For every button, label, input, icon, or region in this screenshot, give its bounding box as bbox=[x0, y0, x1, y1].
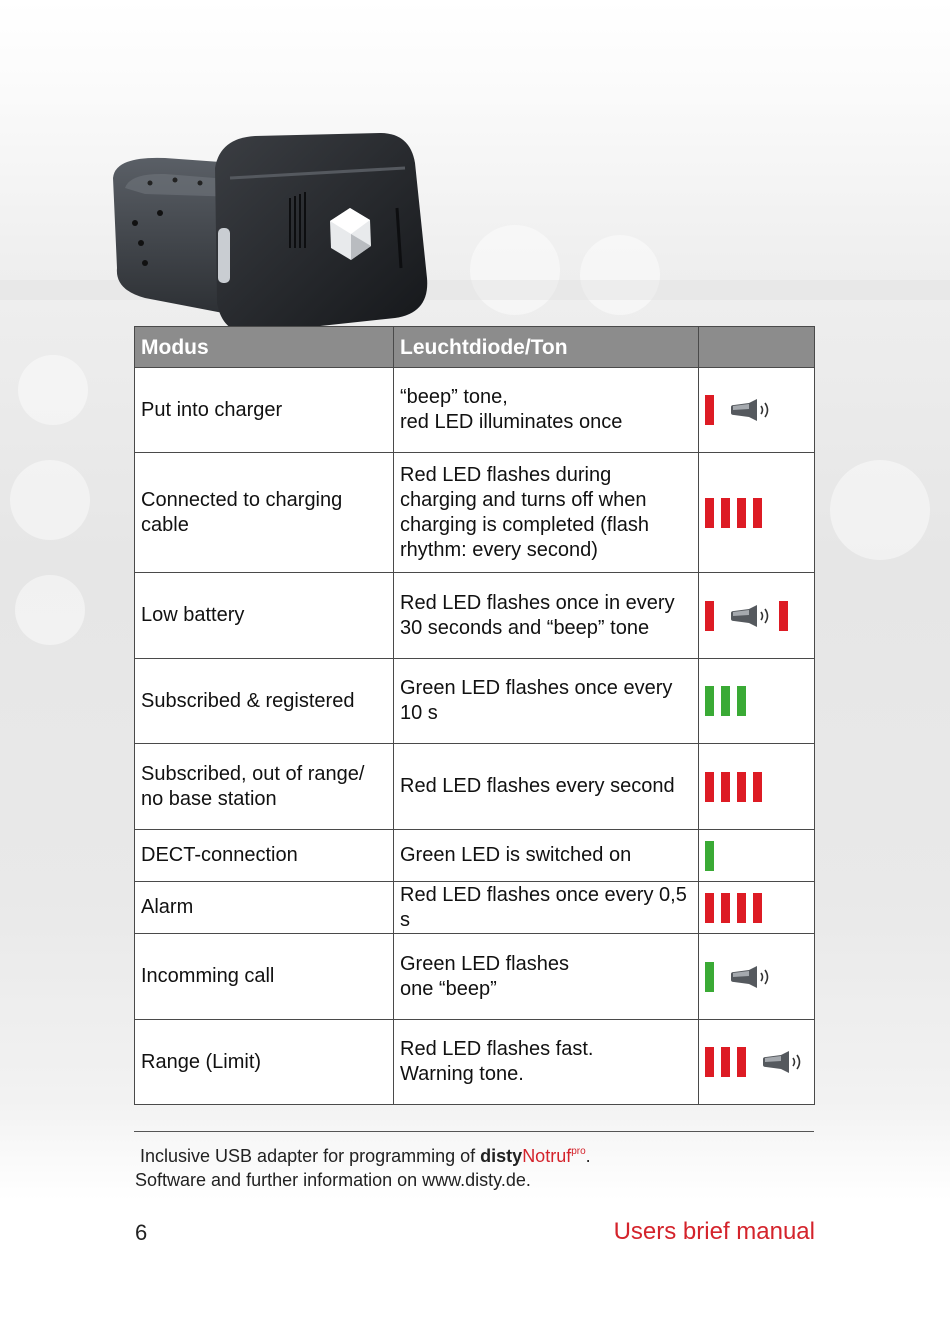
signal-cell bbox=[699, 1020, 815, 1105]
brand-notruf: Notruf bbox=[522, 1146, 572, 1166]
green-led-icon bbox=[721, 686, 730, 716]
table-row bbox=[135, 882, 815, 934]
brand-pro: pro bbox=[571, 1146, 586, 1157]
description-cell: Green LED is switched on bbox=[394, 830, 699, 882]
signal-indicator bbox=[705, 772, 808, 802]
background-bubble bbox=[580, 235, 660, 315]
speaker-icon bbox=[761, 1049, 803, 1075]
column-header-mode: Modus bbox=[135, 327, 394, 368]
signal-indicator bbox=[705, 841, 808, 871]
signal-cell bbox=[699, 934, 815, 1020]
background-bubble bbox=[15, 575, 85, 645]
green-led-icon bbox=[705, 686, 714, 716]
signal-cell bbox=[699, 882, 815, 934]
description-cell: Red LED flashes fast. Warning tone. bbox=[394, 1020, 699, 1105]
speaker-icon bbox=[729, 603, 771, 629]
footnote-prefix: Inclusive USB adapter for programming of bbox=[140, 1146, 481, 1166]
manual-title: Users brief manual bbox=[613, 1218, 815, 1245]
red-led-icon bbox=[737, 893, 746, 923]
description-cell: Red LED flashes every second bbox=[394, 744, 699, 830]
table-row bbox=[135, 659, 815, 744]
table-row bbox=[135, 368, 815, 453]
signal-indicator bbox=[705, 498, 808, 528]
wristband-device-image bbox=[105, 128, 435, 343]
table-row bbox=[135, 744, 815, 830]
description-cell: “beep” tone, red LED illuminates once bbox=[394, 368, 699, 453]
red-led-icon bbox=[753, 498, 762, 528]
signal-cell bbox=[699, 830, 815, 882]
description-cell: Red LED flashes once in every 30 seconds and “beep” tone bbox=[394, 573, 699, 659]
speaker-icon bbox=[729, 964, 771, 990]
red-led-icon bbox=[737, 498, 746, 528]
signal-indicator bbox=[705, 962, 808, 992]
red-led-icon bbox=[737, 772, 746, 802]
green-led-icon bbox=[705, 841, 714, 871]
red-led-icon bbox=[705, 395, 714, 425]
background-bubble bbox=[470, 225, 560, 315]
signal-cell bbox=[699, 744, 815, 830]
signal-cell bbox=[699, 453, 815, 573]
signal-indicator bbox=[705, 893, 808, 923]
page-number: 6 bbox=[135, 1220, 148, 1245]
table-row bbox=[135, 934, 815, 1020]
signal-indicator bbox=[705, 686, 808, 716]
signal-indicator bbox=[705, 1047, 808, 1077]
red-led-icon bbox=[705, 1047, 714, 1077]
signal-cell bbox=[699, 573, 815, 659]
signal-indicator bbox=[705, 601, 808, 631]
table-row bbox=[135, 830, 815, 882]
table-header-row bbox=[135, 327, 815, 368]
status-table bbox=[134, 326, 815, 1105]
footnote-line-1 bbox=[135, 1140, 591, 1168]
signal-cell bbox=[699, 368, 815, 453]
background-bubble bbox=[830, 460, 930, 560]
column-header-led-tone: Leuchtdiode/Ton bbox=[394, 327, 699, 368]
background-bubble bbox=[10, 460, 90, 540]
footnote bbox=[135, 1140, 591, 1192]
mode-cell: Low battery bbox=[135, 573, 394, 659]
background-bubble bbox=[18, 355, 88, 425]
signal-indicator bbox=[705, 395, 808, 425]
red-led-icon bbox=[721, 772, 730, 802]
description-cell: Red LED flashes during charging and turns off when charging is completed (flash rhythm: every second) bbox=[394, 453, 699, 573]
green-led-icon bbox=[705, 962, 714, 992]
red-led-icon bbox=[721, 893, 730, 923]
mode-cell: Connected to charging cable bbox=[135, 453, 394, 573]
mode-cell: Put into charger bbox=[135, 368, 394, 453]
table-row bbox=[135, 1020, 815, 1105]
red-led-icon bbox=[721, 1047, 730, 1077]
red-led-icon bbox=[721, 498, 730, 528]
brand-disty: disty bbox=[480, 1146, 523, 1166]
speaker-icon bbox=[729, 397, 771, 423]
red-led-icon bbox=[753, 893, 762, 923]
signal-cell bbox=[699, 659, 815, 744]
description-cell: Green LED flashes once every 10 s bbox=[394, 659, 699, 744]
table-row bbox=[135, 573, 815, 659]
description-cell: Red LED flashes once every 0,5 s bbox=[394, 882, 699, 934]
footnote-suffix: . bbox=[585, 1146, 591, 1166]
mode-cell: Subscribed & registered bbox=[135, 659, 394, 744]
description-cell: Green LED flashes one “beep” bbox=[394, 934, 699, 1020]
mode-cell: DECT-connection bbox=[135, 830, 394, 882]
red-led-icon bbox=[705, 498, 714, 528]
mode-cell: Incomming call bbox=[135, 934, 394, 1020]
footnote-divider bbox=[134, 1131, 814, 1132]
column-header-signal bbox=[699, 327, 815, 368]
green-led-icon bbox=[737, 686, 746, 716]
table-row bbox=[135, 453, 815, 573]
red-led-icon bbox=[705, 772, 714, 802]
red-led-icon bbox=[779, 601, 788, 631]
red-led-icon bbox=[705, 601, 714, 631]
red-led-icon bbox=[753, 772, 762, 802]
mode-cell: Alarm bbox=[135, 882, 394, 934]
footnote-line-2: Software and further information on www.disty.de. bbox=[135, 1170, 531, 1190]
mode-cell: Range (Limit) bbox=[135, 1020, 394, 1105]
red-led-icon bbox=[705, 893, 714, 923]
red-led-icon bbox=[737, 1047, 746, 1077]
mode-cell: Subscribed, out of range/ no base station bbox=[135, 744, 394, 830]
